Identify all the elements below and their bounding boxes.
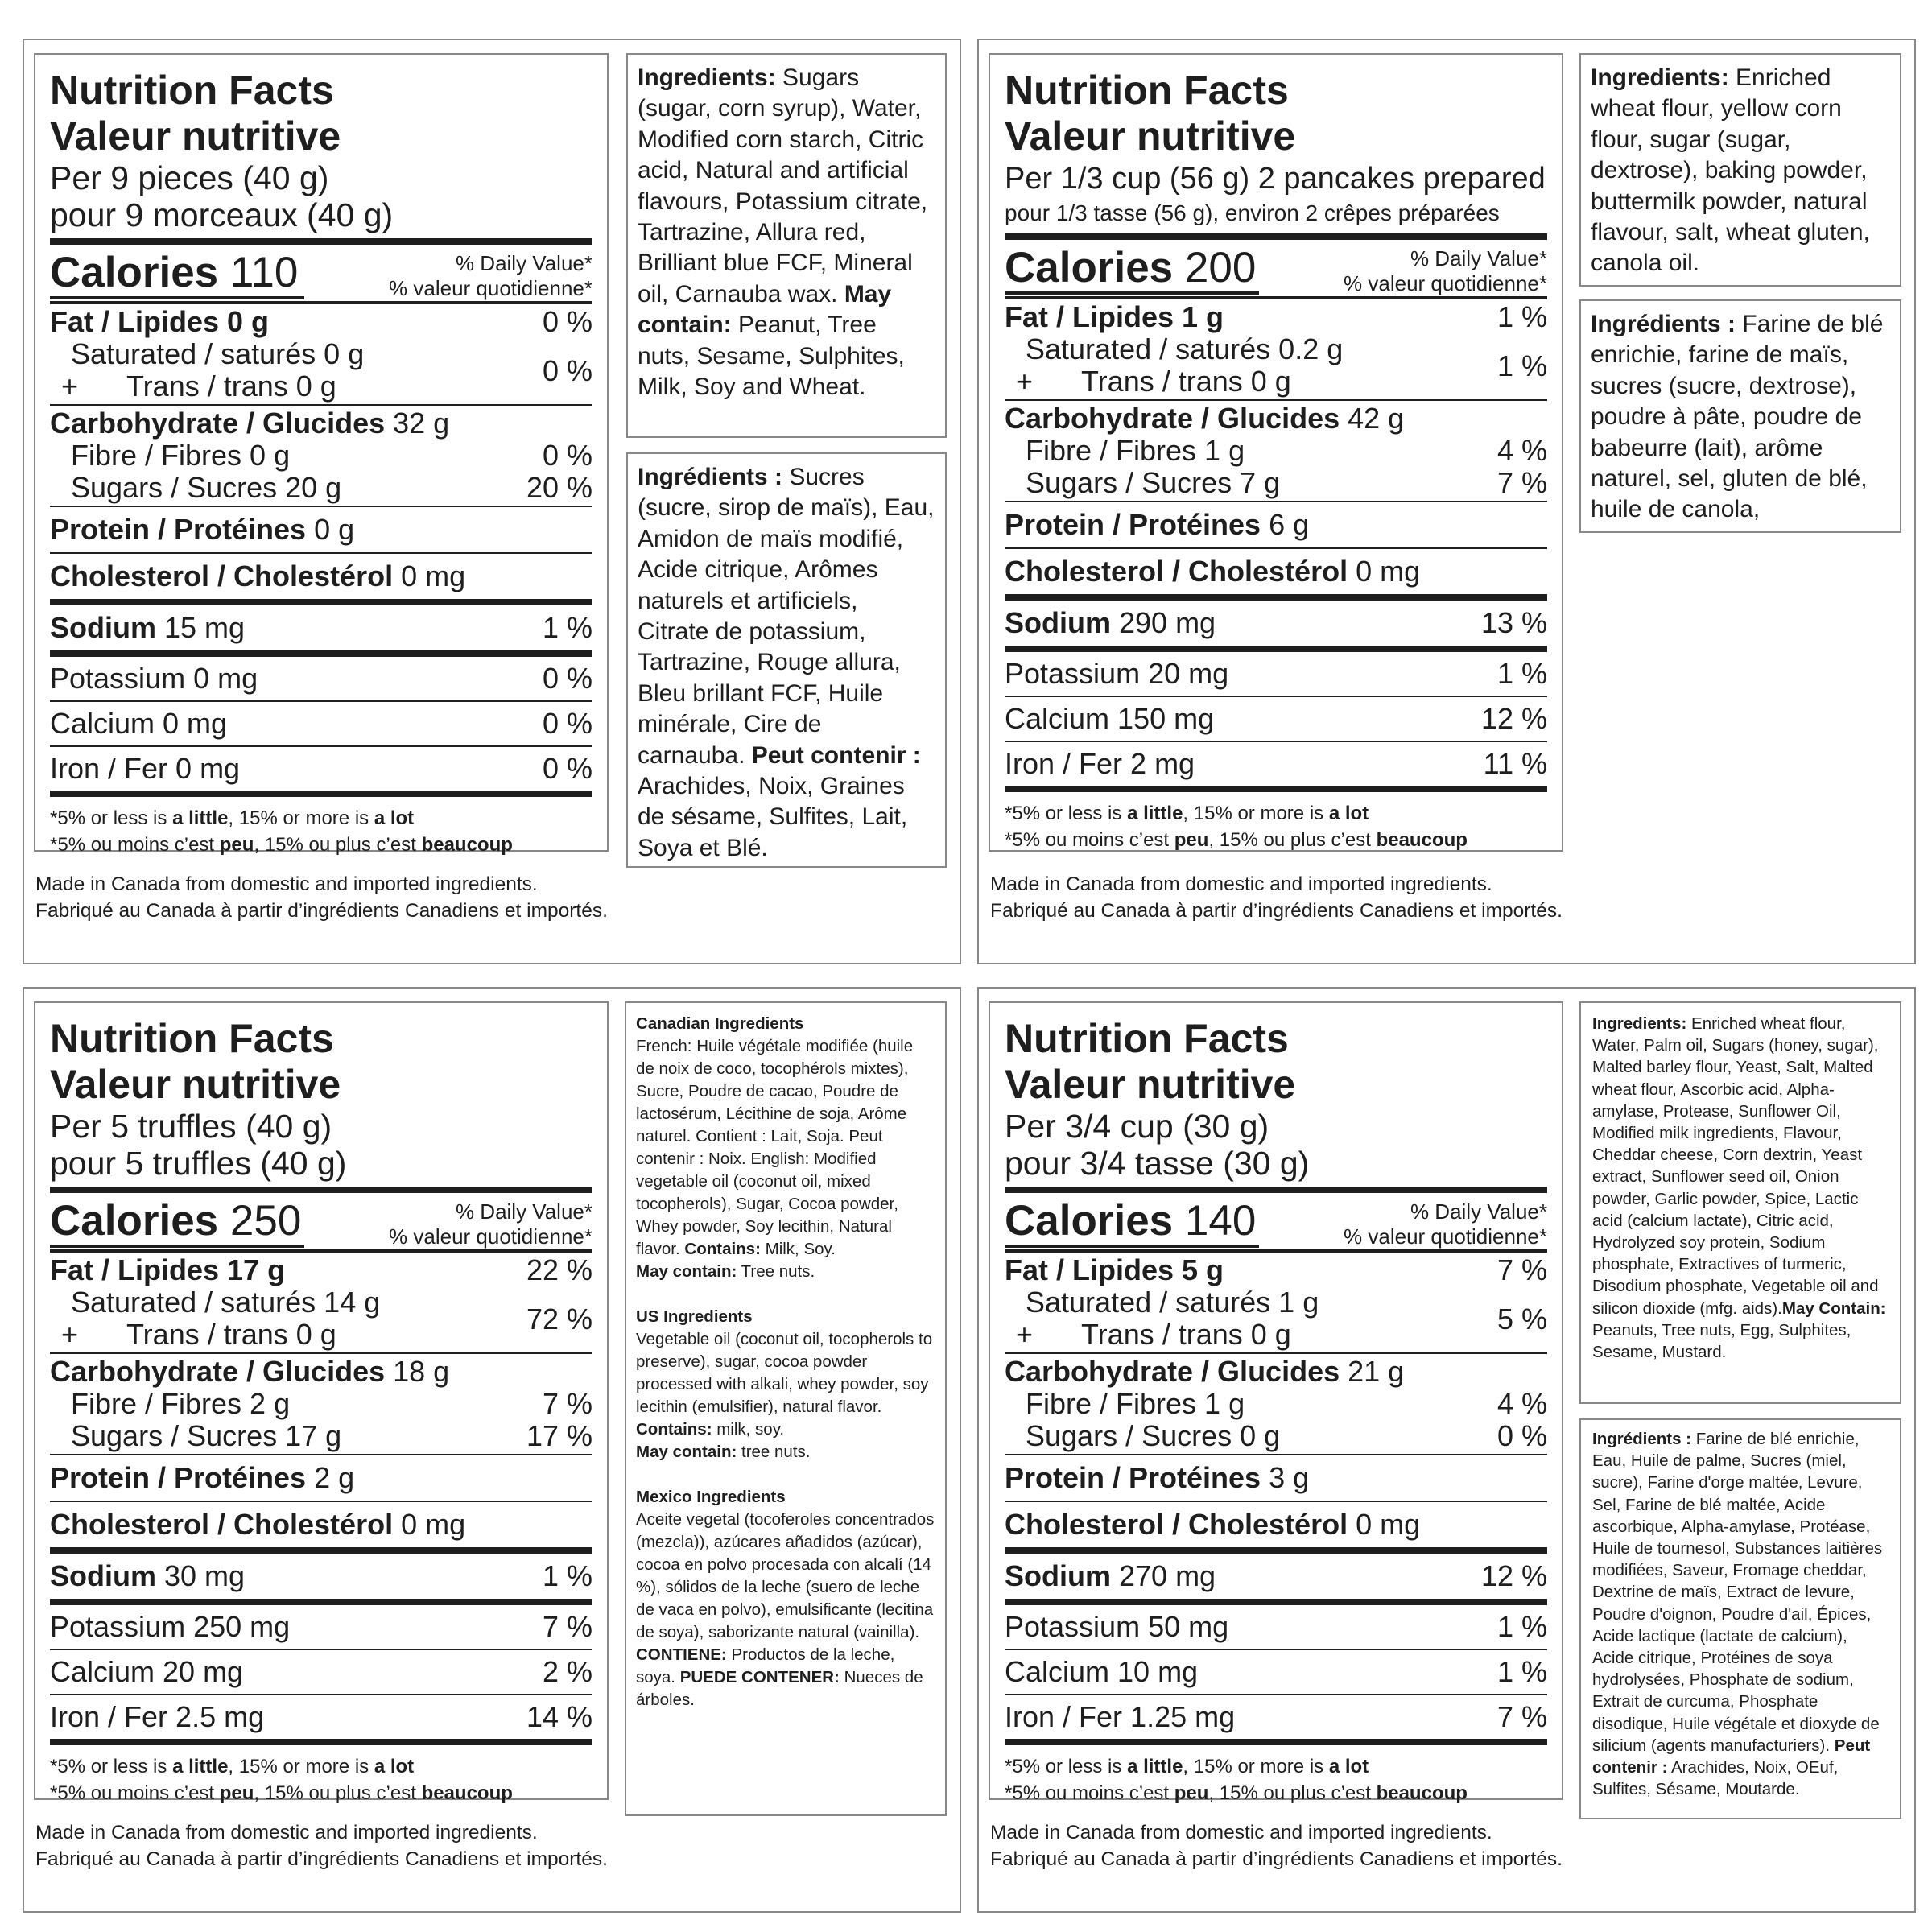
protein-value: 6 g	[1261, 508, 1310, 541]
made-fr: Fabriqué au Canada à partir d’ingrédients Canadiens et importés.	[35, 1848, 608, 1870]
ing-label: Ingredients:	[1592, 1014, 1687, 1033]
sugars-pct: 20 %	[526, 471, 592, 504]
potassium-pct: 0 %	[542, 662, 592, 695]
may-contain-label: May contain:	[638, 280, 892, 339]
sugars-pct: 0 %	[1496, 1419, 1547, 1452]
daily-value-header	[1344, 246, 1547, 296]
cholesterol-value: 0 mg	[393, 559, 466, 592]
serving-fr: pour 9 morceaux (40 g)	[50, 196, 394, 233]
nutrition-facts-table	[989, 1001, 1563, 1804]
foot1d: a lot	[1328, 1756, 1369, 1777]
ing-text: Farine de blé enrichie, Eau, Huile de palme, Sucres (miel, sucre), Farine d'orge maltée, Levure, Sel, Farine de blé maltée, Acide ascorbique, Alpha-amylase, Protéase, Huile de tournesol, Substances laitières modifiées, Saveur, Fromage cheddar, Dextrine de maïs, Extract de levure, Poudre d'oignon, Poudre d'ail, Épices, Acide lactique (lactate de calcium), Acide citrique, Protéines de soya hydrolysées, Phosphate de sodium, Extrait de curcuma, Phosphate disodique, Huile végétale et dioxyde de silicium (agents manufacturiers).	[1592, 1430, 1883, 1755]
serving-fr: pour 3/4 tasse (30 g)	[1005, 1145, 1310, 1182]
calcium-block	[1005, 697, 1547, 742]
potassium-row: Potassium 0 mg	[50, 662, 258, 695]
product-panel-4	[977, 987, 1916, 1913]
serving-en: Per 1/3 cup (56 g) 2 pancakes prepared	[1005, 162, 1546, 196]
trans-row	[1005, 1319, 1547, 1351]
may-contain-text: Tree nuts.	[737, 1262, 815, 1281]
serving-en: Per 3/4 cup (30 g)	[1005, 1108, 1269, 1145]
title-en: Nutrition Facts	[1005, 1016, 1289, 1061]
iron-block	[50, 1695, 592, 1745]
foot2b: peu	[219, 1782, 254, 1804]
ingredients-en	[1579, 1001, 1901, 1404]
ingredients-fr	[1579, 1418, 1901, 1819]
ing-text: Sucres (sucre, sirop de maïs), Eau, Amidon de maïs modifié, Acide citrique, Arômes naturels et artificiels, Citrate de potassium, Tartrazine, Rouge allura, Bleu brillant FCF, Huile minérale, Cire de carnauba.	[638, 464, 935, 769]
ing-label: Ingredients:	[638, 64, 776, 91]
iron-pct: 7 %	[1496, 1700, 1547, 1733]
calories-value: 250	[229, 1197, 302, 1245]
sodium-value: 290 mg	[1111, 606, 1216, 639]
sodium-label: Sodium	[1005, 606, 1111, 639]
dv-en: % Daily Value*	[455, 1199, 592, 1224]
protein-block	[50, 1455, 592, 1502]
carb-label: Carbohydrate / Glucides	[50, 1355, 386, 1388]
may-contain-label: Peut contenir :	[751, 741, 921, 769]
sat-trans-pct: 5 %	[1496, 1302, 1547, 1335]
foot2c: , 15% ou plus c’est	[254, 1782, 422, 1804]
calcium-pct: 2 %	[542, 1655, 592, 1688]
cholesterol-block	[50, 554, 592, 605]
potassium-pct: 1 %	[1496, 657, 1547, 690]
saturated-row: Saturated / saturés 0.2 g	[1026, 332, 1344, 365]
calcium-row: Calcium 10 mg	[1005, 1655, 1199, 1688]
carb-value: 42 g	[1340, 402, 1405, 435]
carb-block	[50, 1354, 592, 1455]
calories-underline	[50, 1245, 304, 1248]
cholesterol-label: Cholesterol / Cholestérol	[1005, 1508, 1348, 1541]
calories-row	[50, 1193, 592, 1253]
potassium-block	[50, 657, 592, 702]
foot1b: a little	[1127, 803, 1183, 824]
puede-contener-label: PUEDE CONTENER:	[679, 1668, 840, 1686]
made-en: Made in Canada from domestic and imported ingredients.	[35, 1822, 538, 1843]
iron-pct: 11 %	[1483, 747, 1547, 780]
sugars-row: Sugars / Sucres 20 g	[71, 471, 342, 504]
sugars-pct: 7 %	[1496, 466, 1547, 499]
sugars-row: Sugars / Sucres 0 g	[1026, 1419, 1281, 1452]
sodium-pct: 1 %	[542, 1559, 592, 1592]
calcium-row: Calcium 0 mg	[50, 707, 228, 740]
foot2d: beaucoup	[1376, 829, 1468, 851]
foot2a: *5% ou moins c’est	[50, 1782, 220, 1804]
thick-rule	[1005, 233, 1547, 240]
ing-label: Ingrédients :	[638, 464, 783, 490]
fat-label: Fat / Lipides 17 g	[50, 1253, 286, 1286]
foot2a: *5% ou moins c’est	[1005, 829, 1174, 851]
calcium-row: Calcium 20 mg	[50, 1655, 244, 1688]
made-fr: Fabriqué au Canada à partir d’ingrédients Canadiens et importés.	[990, 900, 1563, 922]
ing-label: Ingredients:	[1591, 64, 1729, 91]
iron-block	[50, 747, 592, 797]
product-panel-2	[977, 39, 1916, 964]
foot1d: a lot	[374, 1756, 415, 1777]
foot1b: a little	[172, 1756, 229, 1777]
iron-row: Iron / Fer 2 mg	[1005, 747, 1195, 780]
made-in-canada	[990, 1819, 1563, 1872]
sodium-pct: 12 %	[1480, 1559, 1547, 1592]
title-en: Nutrition Facts	[50, 68, 334, 113]
plus-sign: +	[1016, 1318, 1034, 1351]
ingredients-en	[1579, 53, 1901, 287]
us-text: Vegetable oil (coconut oil, tocopherols to preserve), sugar, cocoa powder processed with alkali, whey powder, soy lecithin (emulsifier), natural flavor.	[636, 1330, 933, 1416]
foot1a: *5% or less is	[50, 807, 173, 829]
calories-underline	[1005, 1245, 1259, 1248]
fibre-row: Fibre / Fibres 1 g	[1026, 434, 1245, 467]
protein-value: 0 g	[306, 513, 355, 546]
saturated-row: Saturated / saturés 14 g	[71, 1286, 381, 1319]
foot2b: peu	[1174, 829, 1209, 851]
sat-trans-pct: 1 %	[1496, 349, 1547, 382]
calcium-block	[1005, 1650, 1547, 1695]
fat-block	[50, 304, 592, 406]
mexico-text: Aceite vegetal (tocoferoles concentrados (mezcla)), azúcares añadidos (azúcar), cocoa en polvo procesada con alcalí (14 %), sólidos de la leche (suero de leche de vaca en polvo), emulsificante (lecitina de soya), saborizante natural (vainilla).	[636, 1510, 935, 1641]
may-contain-label: Peut contenir :	[1592, 1736, 1871, 1777]
iron-row: Iron / Fer 0 mg	[50, 752, 241, 785]
foot1d: a lot	[1328, 803, 1369, 824]
calcium-pct: 12 %	[1480, 702, 1547, 735]
ingredients-fr	[626, 452, 947, 868]
calories-row	[1005, 240, 1547, 299]
potassium-pct: 7 %	[542, 1610, 592, 1643]
contains-text: Milk, Soy.	[760, 1240, 836, 1258]
calories-row	[1005, 1193, 1547, 1253]
fat-pct: 7 %	[1496, 1253, 1547, 1286]
potassium-block	[1005, 652, 1547, 697]
may-contain-text: Arachides, Noix, Graines de sésame, Sulfites, Lait, Soya et Blé.	[638, 773, 908, 861]
dv-fr: % valeur quotidienne*	[389, 276, 592, 300]
puede-contener-text: Nueces de árboles.	[636, 1668, 923, 1709]
us-may-contain-label: May contain:	[636, 1443, 737, 1461]
foot1c: , 15% or more is	[1183, 803, 1329, 824]
title-en: Nutrition Facts	[1005, 68, 1289, 113]
calories-row	[50, 245, 592, 304]
trans-text: Trans / trans 0 g	[126, 369, 336, 402]
potassium-row: Potassium 50 mg	[1005, 1610, 1229, 1643]
made-fr: Fabriqué au Canada à partir d’ingrédients Canadiens et importés.	[35, 900, 608, 922]
calcium-block	[50, 702, 592, 747]
protein-block	[1005, 502, 1547, 549]
foot2c: , 15% ou plus c’est	[1208, 1782, 1377, 1804]
trans-text: Trans / trans 0 g	[1081, 365, 1291, 398]
calcium-pct: 1 %	[1496, 1655, 1547, 1688]
cholesterol-label: Cholesterol / Cholestérol	[1005, 555, 1348, 588]
fibre-row: Fibre / Fibres 0 g	[71, 439, 291, 472]
carb-value: 32 g	[385, 407, 450, 440]
cholesterol-label: Cholesterol / Cholestérol	[50, 559, 394, 592]
fat-pct: 22 %	[526, 1253, 592, 1286]
foot1a: *5% or less is	[1005, 1756, 1128, 1777]
trans-text: Trans / trans 0 g	[126, 1318, 336, 1351]
title-fr: Valeur nutritive	[1005, 1062, 1296, 1107]
may-contain-text: Peanut, Tree nuts, Sesame, Sulphites, Milk, Soy and Wheat.	[638, 312, 905, 401]
carb-value: 18 g	[385, 1355, 450, 1388]
sodium-value: 30 mg	[156, 1559, 246, 1592]
sodium-block	[1005, 601, 1547, 652]
fibre-pct: 0 %	[542, 439, 592, 472]
plus-sign: +	[61, 1318, 79, 1351]
cholesterol-block	[1005, 1502, 1547, 1554]
trans-row	[1005, 365, 1547, 398]
sodium-pct: 1 %	[542, 611, 592, 644]
fibre-row: Fibre / Fibres 1 g	[1026, 1387, 1245, 1420]
foot1a: *5% or less is	[50, 1756, 173, 1777]
sodium-label: Sodium	[50, 611, 156, 644]
daily-value-header	[1344, 1199, 1547, 1249]
us-contains-text: milk, soy.	[712, 1420, 785, 1439]
trans-text: Trans / trans 0 g	[1081, 1318, 1291, 1351]
iron-block	[1005, 742, 1547, 792]
thick-rule	[50, 1187, 592, 1193]
fibre-pct: 4 %	[1496, 434, 1547, 467]
mexico-heading: Mexico Ingredients	[636, 1488, 786, 1506]
protein-block	[50, 507, 592, 554]
fat-label: Fat / Lipides 1 g	[1005, 300, 1224, 333]
cholesterol-value: 0 mg	[1348, 1508, 1421, 1541]
canadian-text: French: Huile végétale modifiée (huile de noix de coco, tocophérols mixtes), Sucre, Poudre de cacao, Poudre de lactosérum, Lécithine de soja, Arôme naturel. Contient : Lait, Soja. Peut contenir : Noix. English: Modified vegetable oil (coconut oil, mixed tocopherols), Sugar, Cocoa powder, Whey powder, Soy lecithin, Natural flavor.	[636, 1037, 914, 1258]
contiene-text: Productos de la leche, soya.	[636, 1645, 895, 1686]
protein-label: Protein / Protéines	[1005, 508, 1261, 541]
carb-label: Carbohydrate / Glucides	[1005, 402, 1340, 435]
fat-pct: 1 %	[1496, 300, 1547, 333]
ingredients-multi-country	[625, 1001, 947, 1816]
thick-rule	[50, 238, 592, 245]
sodium-block	[50, 605, 592, 657]
carb-block	[1005, 401, 1547, 502]
sat-trans-pct: 0 %	[542, 354, 592, 387]
contiene-label: CONTIENE:	[636, 1645, 727, 1664]
foot2b: peu	[219, 834, 254, 856]
nutrition-facts-table	[34, 1001, 609, 1804]
foot1b: a little	[1127, 1756, 1183, 1777]
protein-label: Protein / Protéines	[1005, 1461, 1261, 1494]
plus-sign: +	[1016, 365, 1034, 398]
dv-fr: % valeur quotidienne*	[389, 1224, 592, 1249]
contains-label: Contains:	[684, 1240, 761, 1258]
thick-rule	[1005, 1187, 1547, 1193]
calcium-block	[50, 1650, 592, 1695]
may-contain-text: Arachides, Noix, OEuf, Sulfites, Sésame, Moutarde.	[1592, 1758, 1839, 1799]
sodium-pct: 13 %	[1480, 606, 1547, 639]
sugars-row: Sugars / Sucres 7 g	[1026, 466, 1281, 499]
potassium-block	[1005, 1605, 1547, 1650]
sodium-block	[1005, 1554, 1547, 1605]
sodium-value: 15 mg	[156, 611, 246, 644]
us-may-contain-text: tree nuts.	[737, 1443, 811, 1461]
calories-value: 200	[1184, 244, 1257, 291]
fat-label: Fat / Lipides 5 g	[1005, 1253, 1224, 1286]
may-contain-label: May Contain:	[1781, 1298, 1886, 1318]
calories-label: Calories	[1005, 1197, 1174, 1245]
may-contain-text: Peanuts, Tree nuts, Egg, Sulphites, Sesame, Mustard.	[1592, 1320, 1852, 1362]
title-en: Nutrition Facts	[50, 1016, 334, 1061]
trans-row	[50, 1319, 592, 1351]
calories-underline	[1005, 291, 1259, 295]
nutrition-facts-table	[989, 53, 1563, 852]
nutrition-facts-table	[34, 53, 609, 856]
sodium-value: 270 mg	[1111, 1559, 1216, 1592]
foot1a: *5% or less is	[1005, 803, 1128, 824]
fat-label: Fat / Lipides 0 g	[50, 305, 270, 338]
calories-label: Calories	[50, 249, 219, 296]
daily-value-header	[389, 1199, 592, 1249]
fat-pct: 0 %	[542, 305, 592, 338]
ing-text: Enriched wheat flour, Water, Palm oil, Sugars (honey, sugar), Malted barley flour, Yeast, Salt, Malted wheat flour, Ascorbic acid, Alpha-amylase, Protease, Sunflower Oil, Modified milk ingredients, Flavour, Cheddar cheese, Corn dextrin, Yeast extract, Sunflower seed oil, Onion powder, Garlic powder, Spice, Lactic acid (calcium lactate), Citric acid, Hydrolyzed soy protein, Sodium phosphate, Extractives of turmeric, Disodium phosphate, Vegetable oil and silicon dioxide (mfg. aids).	[1592, 1014, 1879, 1318]
foot2c: , 15% ou plus c’est	[254, 834, 422, 856]
cholesterol-value: 0 mg	[1348, 555, 1421, 588]
protein-value: 3 g	[1261, 1461, 1310, 1494]
serving-en: Per 9 pieces (40 g)	[50, 159, 329, 196]
title-fr: Valeur nutritive	[50, 114, 341, 159]
made-en: Made in Canada from domestic and imported ingredients.	[990, 873, 1492, 895]
carb-block	[1005, 1354, 1547, 1455]
made-in-canada	[990, 871, 1563, 924]
iron-row: Iron / Fer 2.5 mg	[50, 1700, 265, 1733]
footnote	[1005, 792, 1547, 853]
fibre-pct: 4 %	[1496, 1387, 1547, 1420]
saturated-row: Saturated / saturés 1 g	[1026, 1286, 1319, 1319]
dv-en: % Daily Value*	[455, 251, 592, 275]
foot2a: *5% ou moins c’est	[50, 834, 220, 856]
protein-label: Protein / Protéines	[50, 1461, 307, 1494]
foot1c: , 15% or more is	[1183, 1756, 1329, 1777]
footnote	[1005, 1745, 1547, 1806]
sodium-label: Sodium	[1005, 1559, 1111, 1592]
calcium-pct: 0 %	[542, 707, 592, 740]
cholesterol-label: Cholesterol / Cholestérol	[50, 1508, 394, 1541]
made-en: Made in Canada from domestic and imported ingredients.	[990, 1822, 1492, 1843]
daily-value-header	[389, 251, 592, 301]
protein-value: 2 g	[306, 1461, 355, 1494]
saturated-row: Saturated / saturés 0 g	[71, 337, 365, 370]
us-contains-label: Contains:	[636, 1420, 712, 1439]
made-in-canada	[35, 871, 608, 924]
fibre-pct: 7 %	[542, 1387, 592, 1420]
title-fr: Valeur nutritive	[50, 1062, 341, 1107]
us-heading: US Ingredients	[636, 1307, 753, 1326]
ing-text: Enriched wheat flour, yellow corn flour, sugar (sugar, dextrose), baking powder, buttermilk powder, natural flavour, salt, wheat gluten, canola oil.	[1591, 64, 1870, 277]
may-contain-label: May contain:	[636, 1262, 737, 1281]
foot1c: , 15% or more is	[228, 807, 374, 829]
sodium-block	[50, 1554, 592, 1605]
foot1d: a lot	[374, 807, 415, 829]
serving-fr: pour 1/3 tasse (56 g), environ 2 crêpes préparées	[1005, 200, 1500, 225]
canadian-heading: Canadian Ingredients	[636, 1014, 804, 1033]
fat-block	[50, 1253, 592, 1354]
sodium-label: Sodium	[50, 1559, 156, 1592]
calories-value: 110	[229, 249, 299, 296]
iron-pct: 14 %	[526, 1700, 592, 1733]
ing-label: Ingrédients :	[1592, 1430, 1692, 1448]
ing-text: Farine de blé enrichie, farine de maïs, sucres (sucre, dextrose), poudre à pâte, poudre de babeurre (lait), arôme naturel, sel, gluten de blé, huile de canola,	[1591, 311, 1884, 523]
cholesterol-block	[50, 1502, 592, 1554]
iron-pct: 0 %	[542, 752, 592, 785]
foot2b: peu	[1174, 1782, 1209, 1804]
carb-value: 21 g	[1340, 1355, 1405, 1388]
calories-value: 140	[1184, 1197, 1257, 1245]
potassium-block	[50, 1605, 592, 1650]
foot2c: , 15% ou plus c’est	[1208, 829, 1377, 851]
made-en: Made in Canada from domestic and imported ingredients.	[35, 873, 538, 895]
made-fr: Fabriqué au Canada à partir d’ingrédients Canadiens et importés.	[990, 1848, 1563, 1870]
calories-underline	[50, 296, 304, 299]
ingredients-en	[626, 53, 947, 438]
foot2a: *5% ou moins c’est	[1005, 1782, 1174, 1804]
title-fr: Valeur nutritive	[1005, 114, 1296, 159]
product-panel-3	[23, 987, 961, 1913]
foot1c: , 15% or more is	[228, 1756, 374, 1777]
plus-sign: +	[61, 369, 79, 402]
serving-fr: pour 5 truffles (40 g)	[50, 1145, 347, 1182]
potassium-row: Potassium 250 mg	[50, 1610, 291, 1643]
fat-block	[1005, 1253, 1547, 1354]
calories-label: Calories	[1005, 244, 1174, 291]
ing-text: Sugars (sugar, corn syrup), Water, Modified corn starch, Citric acid, Natural and artificial flavours, Potassium citrate, Tartrazine, Allura red, Brilliant blue FCF, Mineral oil, Carnauba wax.	[638, 64, 928, 308]
iron-block	[1005, 1695, 1547, 1745]
foot1b: a little	[172, 807, 229, 829]
ing-label: Ingrédients :	[1591, 311, 1736, 337]
fat-block	[1005, 299, 1547, 401]
calcium-row: Calcium 150 mg	[1005, 702, 1215, 735]
protein-label: Protein / Protéines	[50, 513, 307, 546]
sat-trans-pct: 72 %	[526, 1302, 592, 1335]
cholesterol-value: 0 mg	[393, 1508, 466, 1541]
fibre-row: Fibre / Fibres 2 g	[71, 1387, 291, 1420]
footnote	[50, 797, 592, 858]
carb-label: Carbohydrate / Glucides	[1005, 1355, 1340, 1388]
calories-label: Calories	[50, 1197, 219, 1245]
product-panel-1	[23, 39, 961, 964]
trans-row	[50, 370, 592, 402]
made-in-canada	[35, 1819, 608, 1872]
potassium-pct: 1 %	[1496, 1610, 1547, 1643]
carb-block	[50, 406, 592, 507]
dv-en: % Daily Value*	[1410, 246, 1547, 270]
dv-fr: % valeur quotidienne*	[1344, 1224, 1547, 1249]
protein-block	[1005, 1455, 1547, 1502]
serving-en: Per 5 truffles (40 g)	[50, 1108, 332, 1145]
dv-en: % Daily Value*	[1410, 1199, 1547, 1224]
foot2d: beaucoup	[1376, 1782, 1468, 1804]
sugars-row: Sugars / Sucres 17 g	[71, 1419, 342, 1452]
foot2d: beaucoup	[421, 1782, 513, 1804]
cholesterol-block	[1005, 549, 1547, 601]
ingredients-fr	[1579, 299, 1901, 533]
dv-fr: % valeur quotidienne*	[1344, 271, 1547, 295]
carb-label: Carbohydrate / Glucides	[50, 407, 386, 440]
foot2d: beaucoup	[421, 834, 513, 856]
iron-row: Iron / Fer 1.25 mg	[1005, 1700, 1236, 1733]
sugars-pct: 17 %	[526, 1419, 592, 1452]
potassium-row: Potassium 20 mg	[1005, 657, 1229, 690]
footnote	[50, 1745, 592, 1806]
